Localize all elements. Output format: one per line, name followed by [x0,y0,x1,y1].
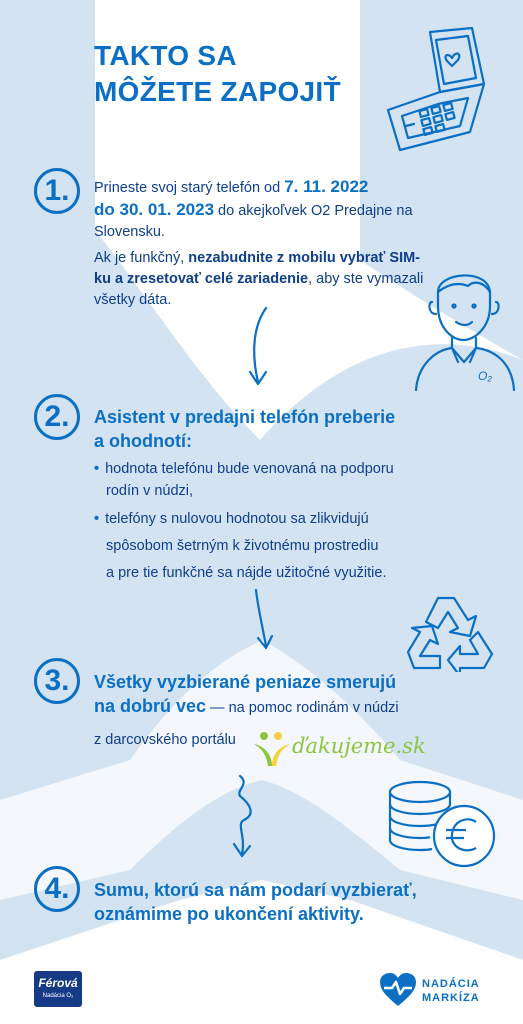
ferova-logo [34,971,82,1007]
bullet-1-line-1: hodnota telefónu bude venovaná na podporu [105,461,394,477]
heart-icon [378,972,418,1008]
dakujeme-figures-icon [252,730,292,768]
step-3-heading-line-2: na dobrú vec [94,696,207,716]
step-1-text-b: do akejkoľvek O2 Predajne na Slovensku. [94,203,413,240]
bullet-2-line-3: a pre tie funkčné sa nájde užitočné využitie. [106,565,387,581]
page-title [94,38,394,110]
step-2-heading-line-1: Asistent v predajni telefón preberie [94,407,396,427]
recycle-icon [398,592,498,672]
step-4-line-1: Sumu, ktorú sa nám podarí vyzbierať, [94,880,417,900]
nadacia-markiza-logo [378,970,498,1010]
step-4-text [94,878,484,926]
flip-phone-icon [380,22,490,152]
bullet-2-line-2: spôsobom šetrným k životnému prostrediu [106,538,379,554]
bullet-dot-1: • [94,461,100,477]
step-4-number: 4. [34,866,80,912]
bullet-1-line-2: rodín v núdzi, [106,483,194,499]
title-line-2: MÔŽETE ZAPOJIŤ [94,76,341,107]
step-3-heading [94,670,474,720]
step-3-portal-line: z darcovského portálu [94,732,236,748]
step-1-number: 1. [34,168,80,214]
down-arrow-2-icon [252,588,278,652]
step-2-number: 2. [34,394,80,440]
step-2-heading-line-2: a ohodnotí: [94,431,192,451]
step-1-p2-text-b: , aby ste vymazali všetky dáta. [94,271,424,308]
dakujeme-logo [252,730,426,770]
bullet-dot-2: • [94,511,100,527]
nadacia-logo-line-1: NADÁCIA [422,978,480,990]
down-arrow-3-icon [226,774,262,860]
step-1-p2-strong: nezabudnite z mobilu vybrať SIM-ku a zresetovať celé zariadenie [94,250,421,287]
step-3-heading-line-1: Všetky vyzbierané peniaze smerujú [94,672,397,692]
step-2-bullet-1 [94,458,454,502]
step-2-heading [94,405,434,453]
svg-text:O₂: O₂ [478,369,492,383]
step-1-paragraph-1 [94,176,454,243]
step-3-heading-rest: — na pomoc rodinám v núdzi [206,700,399,716]
step-3-number: 3. [34,658,80,704]
down-arrow-1-icon [244,306,274,388]
title-line-1: TAKTO SA [94,40,237,71]
euro-coins-icon [384,778,500,874]
nadacia-logo-line-2: MARKÍZA [422,992,480,1004]
dakujeme-logo-text: ďakujeme.sk [292,734,426,758]
ferova-logo-main: Férová [38,976,78,990]
start-date: 7. 11. 2022 [284,177,369,196]
step-4-line-2: oznámime po ukončení aktivity. [94,904,364,924]
step-2-bullet-2 [94,506,474,587]
end-date: do 30. 01. 2023 [94,200,215,219]
step-1-paragraph-2 [94,248,424,311]
step-1-p2-text-a: Ak je funkčný, [94,250,189,266]
step-1-text-a: Prineste svoj starý telefón od [94,180,285,196]
assistant-person-icon [408,262,518,392]
ferova-logo-sub: Nadácia O₂ [42,993,74,999]
bullet-2-line-1: telefóny s nulovou hodnotou sa zlikvidujú [105,511,369,527]
